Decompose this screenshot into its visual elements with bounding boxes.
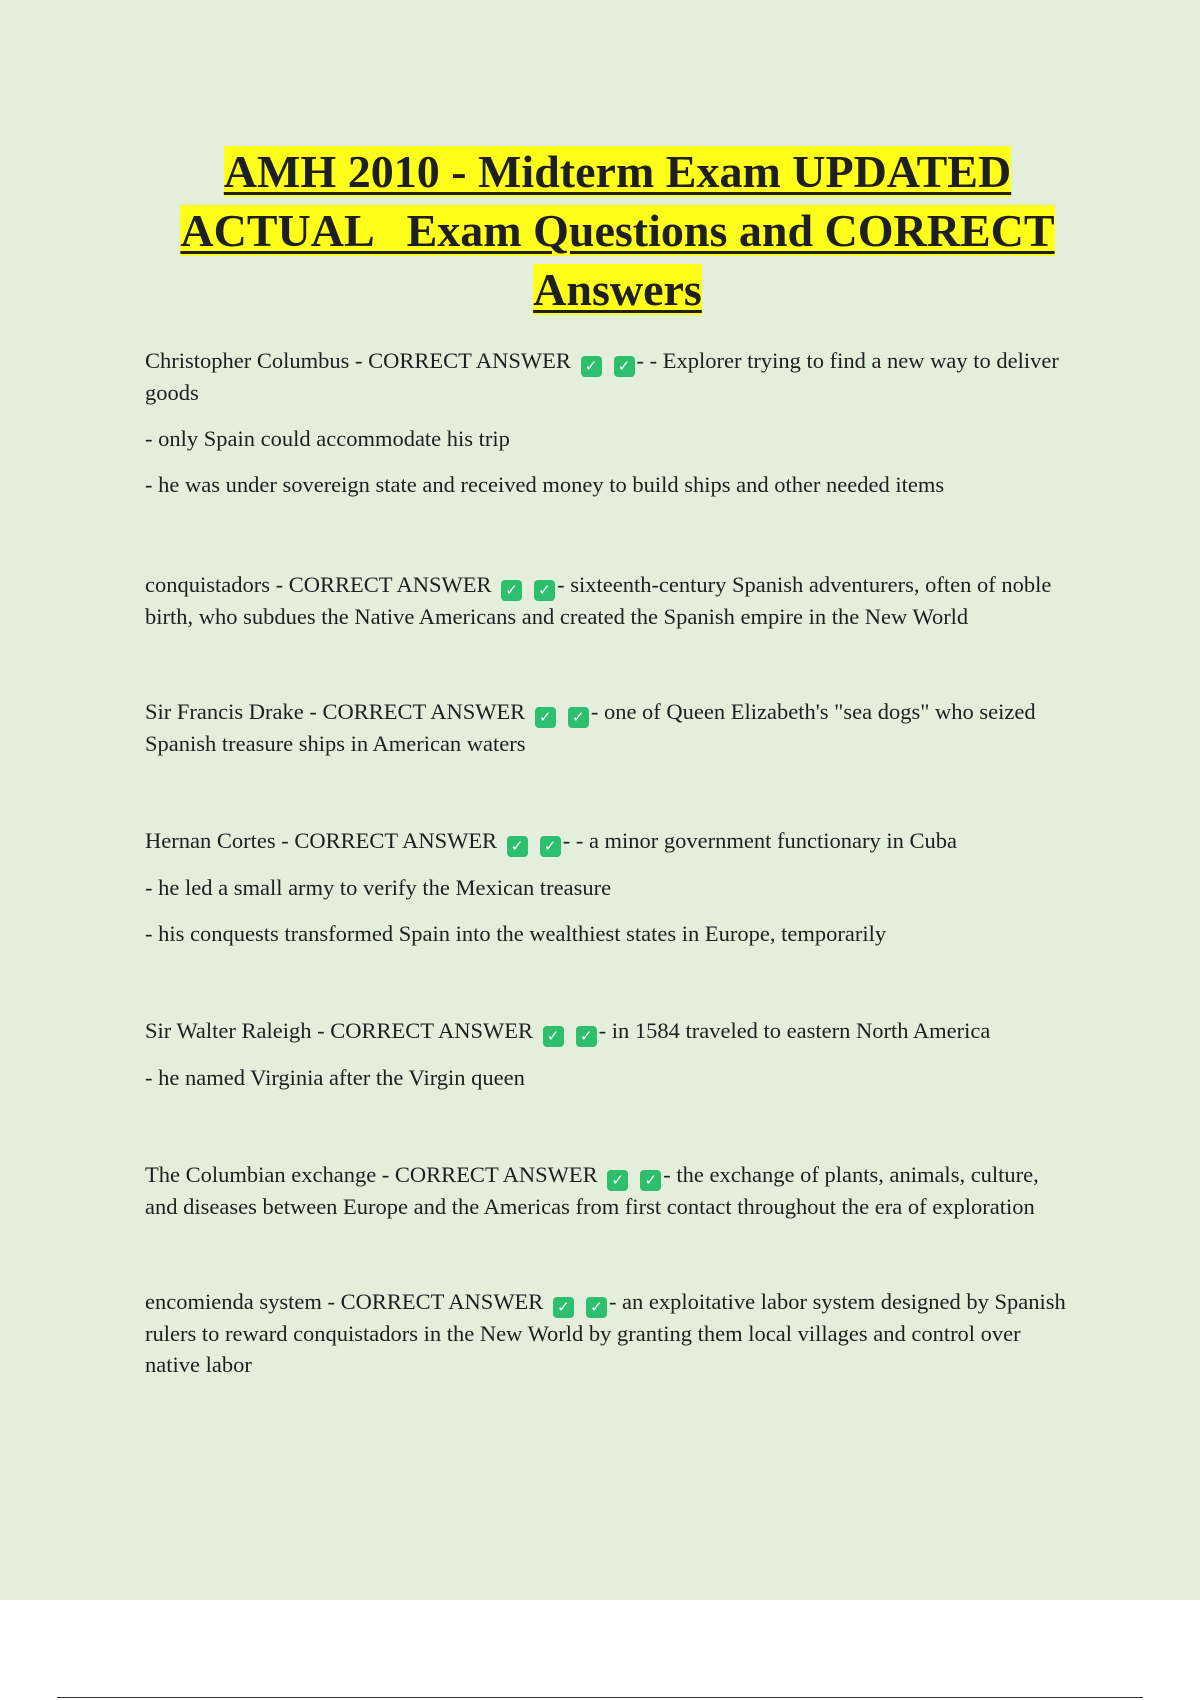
entry-subpoint: - he was under sovereign state and received money to build ships and other needed items [145, 472, 945, 497]
title-line-2: ACTUAL Exam Questions and CORRECT [180, 205, 1055, 256]
entry-term: Sir Walter Raleigh - CORRECT ANSWER [145, 1018, 533, 1043]
check-icon: ✓ [614, 356, 635, 377]
qa-list [145, 345, 1075, 1380]
footer-rule [57, 1697, 1143, 1698]
entry-term: Christopher Columbus - CORRECT ANSWER [145, 348, 571, 373]
entry-subpoint: - his conquests transformed Spain into the wealthiest states in Europe, temporarily [145, 921, 887, 946]
check-icon: ✓ [607, 1170, 628, 1191]
qa-question [145, 1159, 1075, 1222]
entry-term: Hernan Cortes - CORRECT ANSWER [145, 828, 498, 853]
entry-definition: - an exploitative labor system designed by Spanish rulers to reward conquistadors in the New World by granting them local villages and control over native labor [145, 1289, 1066, 1377]
entry-term: encomienda system - CORRECT ANSWER [145, 1289, 544, 1314]
qa-entry [145, 1159, 1075, 1222]
qa-entry [145, 345, 1075, 500]
title-line-1: AMH 2010 - Midterm Exam UPDATED [223, 146, 1012, 197]
qa-question [145, 1015, 1075, 1047]
qa-question [145, 825, 1075, 857]
title-line-3: Answers [533, 264, 702, 315]
qa-question [145, 569, 1075, 632]
check-icon: ✓ [576, 1026, 597, 1047]
entry-term: conquistadors - CORRECT ANSWER [145, 572, 492, 597]
qa-question [145, 345, 1075, 408]
qa-entry [145, 825, 1075, 949]
entry-subpoint: - he led a small army to verify the Mexican treasure [145, 875, 612, 900]
document-title [140, 142, 1095, 319]
entry-definition: - - a minor government functionary in Cuba [562, 828, 957, 853]
check-icon: ✓ [543, 1026, 564, 1047]
check-icon: ✓ [534, 580, 555, 601]
qa-question [145, 696, 1075, 759]
check-icon: ✓ [553, 1297, 574, 1318]
check-icon: ✓ [586, 1297, 607, 1318]
entry-term: The Columbian exchange - CORRECT ANSWER [145, 1162, 598, 1187]
entry-term: Sir Francis Drake - CORRECT ANSWER [145, 699, 526, 724]
entry-subpoint: - only Spain could accommodate his trip [145, 426, 510, 451]
entry-subpoint: - he named Virginia after the Virgin queen [145, 1065, 525, 1090]
check-icon: ✓ [640, 1170, 661, 1191]
check-icon: ✓ [535, 707, 556, 728]
check-icon: ✓ [507, 836, 528, 857]
qa-question [145, 1286, 1075, 1380]
entry-definition: - - Explorer trying to find a new way to deliver goods [145, 348, 1059, 405]
entry-definition: - the exchange of plants, animals, culture, and diseases between Europe and the Americas from first contact throughout the era of exploration [145, 1162, 1039, 1219]
entry-definition: - in 1584 traveled to eastern North America [598, 1018, 991, 1043]
entry-definition: - sixteenth-century Spanish adventurers, often of noble birth, who subdues the Native Americans and created the Spanish empire in the New World [145, 572, 1052, 629]
check-icon: ✓ [568, 707, 589, 728]
check-icon: ✓ [581, 356, 602, 377]
check-icon: ✓ [501, 580, 522, 601]
check-icon: ✓ [540, 836, 561, 857]
qa-entry [145, 696, 1075, 759]
qa-entry [145, 1015, 1075, 1093]
entry-definition: - one of Queen Elizabeth's "sea dogs" who seized Spanish treasure ships in American waters [145, 699, 1036, 756]
qa-entry [145, 1286, 1075, 1380]
qa-entry [145, 569, 1075, 632]
